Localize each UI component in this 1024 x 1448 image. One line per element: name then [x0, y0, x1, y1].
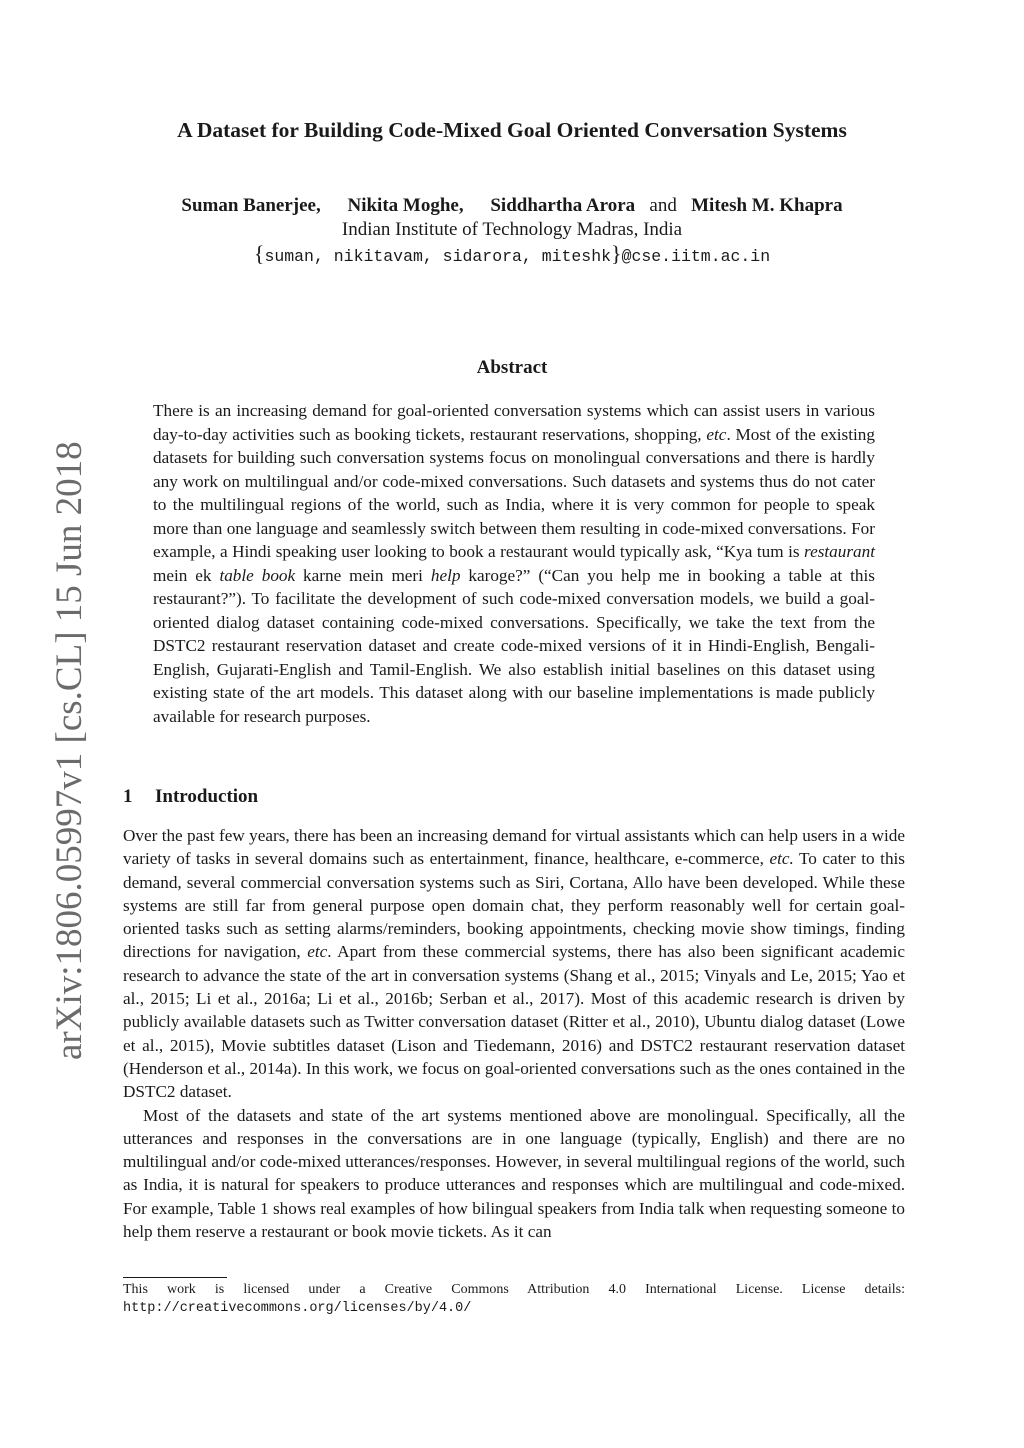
author-conjunction: and [649, 195, 677, 216]
abstract-emphasis: help [430, 565, 461, 585]
author-name: Siddhartha Arora [490, 195, 636, 216]
abstract-emphasis: table book [219, 565, 296, 585]
abstract-etc: etc [706, 424, 727, 444]
author-emails [0, 242, 1024, 269]
section-heading-introduction [123, 786, 258, 808]
footnote-text: This work is licensed under a Creative Commons Attribution 4.0 International License. License details: [123, 1282, 905, 1297]
introduction-body [123, 824, 905, 1243]
footnote-rule [123, 1277, 227, 1278]
author-block [0, 194, 1024, 269]
paragraph-text: Over the past few years, there has been an increasing demand for virtual assistants which can help users in a wide variety of tasks in several domains such as entertainment, finance, healthcare, e-commerce, [123, 826, 905, 869]
footnote [123, 1281, 905, 1318]
paragraph-emphasis: etc. [769, 849, 794, 869]
email-domain: @cse.iitm.ac.in [621, 247, 771, 266]
arxiv-identifier-stamp: arXiv:1806.05997v1 [cs.CL] 15 Jun 2018 [49, 441, 90, 1060]
email-brace-open: { [253, 241, 265, 266]
abstract-text: karne mein meri [295, 565, 431, 585]
paragraph: Most of the datasets and state of the art systems mentioned above are monolingual. Specifically, all the utterances and responses in the conversations are in one language (typically, English) and there are no multilingual and/or code-mixed utterances/responses. However, in several multilingual regions of the world, such as India, it is natural for speakers to produce utterances and responses which are multilingual and code-mixed. For example, Table 1 shows real examples of how bilingual speakers from India talk when requesting someone to help them reserve a restaurant or book movie tickets. As it can [123, 1105, 905, 1242]
paragraph-text: . Apart from these commercial systems, there has also been significant academic research to advance the state of the art in conversation systems (Shang et al., 2015; Vinyals and Le, 2015; Yao et al., 2015; Li et al., 2016a; Li et al., 2016b; Serban et al., 2017). Most of this academic research is driven by publicly available datasets such as Twitter conversation dataset (Ritter et al., 2010), Ubuntu dialog dataset (Lowe et al., 2015), Movie subtitles dataset (Lison and Tiedemann, 2016) and DSTC2 restaurant reservation dataset (Henderson et al., 2014a). In this work, we focus on goal-oriented conversations such as the ones contained in the DSTC2 dataset. [123, 942, 905, 1102]
abstract-heading: Abstract [476, 357, 548, 378]
paragraph-emphasis: etc [307, 942, 328, 962]
abstract-text: There is an increasing demand for goal-oriented conversation systems which can assist users in various day-to-day activities such as booking tickets, restaurant reservations, shopping, [153, 401, 875, 444]
paragraph [123, 824, 905, 1104]
paper-title: A Dataset for Building Code-Mixed Goal Oriented Conversation Systems [177, 118, 847, 142]
abstract-body [153, 399, 875, 728]
abstract-text: karoge?” (“Can you help me in booking a table at this restaurant?”). To facilitate the development of such code-mixed conversation models, we build a goal-oriented dialog dataset containing code-mixed conversations. Specifically, we take the text from the DSTC2 restaurant reservation dataset and create code-mixed versions of it in Hindi-English, Bengali-English, Gujarati-English and Tamil-English. We also establish initial baselines on this dataset using existing state of the art models. This dataset along with our baseline implementations is made publicly available for research purposes. [153, 565, 875, 726]
author-name: Suman Banerjee, [181, 195, 321, 216]
email-brace-close: } [611, 241, 622, 266]
abstract-emphasis: restaurant [804, 542, 875, 561]
author-affiliation: Indian Institute of Technology Madras, India [341, 219, 683, 240]
email-users: suman, nikitavam, sidarora, miteshk [264, 247, 612, 266]
abstract-text: mein ek [153, 565, 220, 585]
author-names-line [0, 194, 1024, 218]
paragraph-text: To cater to this demand, several commercial conversation systems such as Siri, Cortana, Allo have been developed. While these systems are still far from general purpose open domain chat, they perform reasonably well for certain goal-oriented tasks such as setting alarms/reminders, booking appointments, checking movie show timings, finding directions for navigation, [123, 849, 905, 962]
license-link[interactable]: http://creativecommons.org/licenses/by/4.0/ [123, 1301, 472, 1316]
section-title: Introduction [155, 786, 259, 807]
author-name: Mitesh M. Khapra [691, 195, 843, 216]
author-name: Nikita Moghe, [347, 195, 464, 216]
section-number: 1 [123, 786, 133, 807]
abstract-text: . Most of the existing datasets for building such conversation systems focus on monolingual conversations and there is hardly any work on multilingual and/or code-mixed conversations. Such datasets and systems thus do not cater to the multilingual regions of the world, such as India, where it is very common for people to speak more than one language and seamlessly switch between them resulting in code-mixed conversations. For example, a Hindi speaking user looking to book a restaurant would typically ask, “Kya tum is [153, 424, 875, 561]
